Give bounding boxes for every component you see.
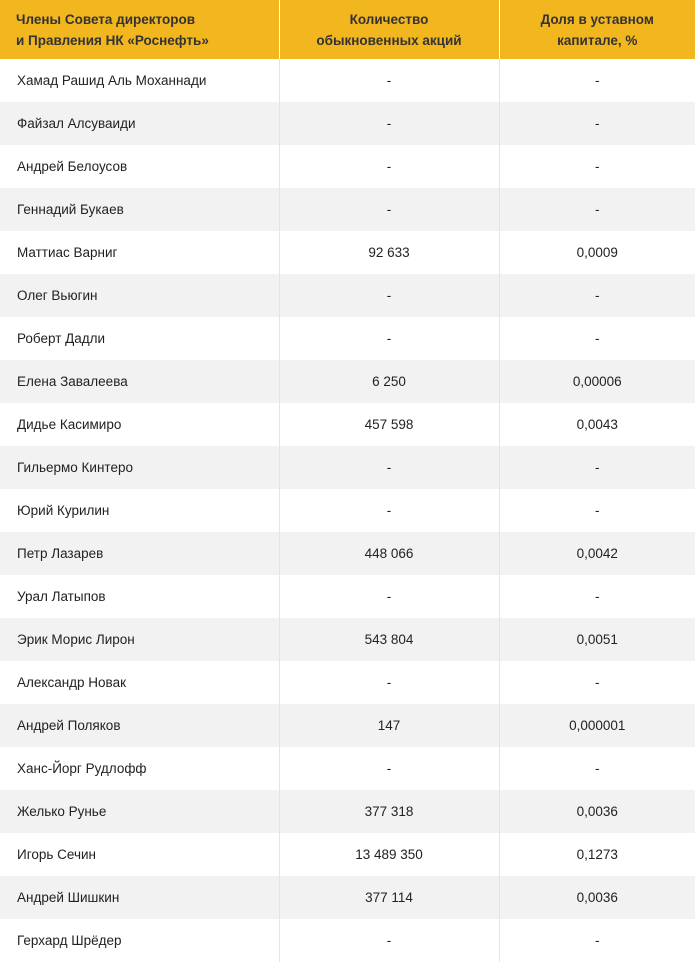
table-row	[0, 403, 695, 446]
capital-share-cell: -	[499, 59, 695, 102]
table-row	[0, 618, 695, 661]
table-row	[0, 102, 695, 145]
shares-count-cell: -	[279, 489, 499, 532]
shares-count-cell: -	[279, 317, 499, 360]
table-row	[0, 833, 695, 876]
member-name-cell: Урал Латыпов	[0, 575, 279, 618]
shares-count-cell: -	[279, 145, 499, 188]
shares-count-cell: -	[279, 919, 499, 962]
shares-count-cell: 543 804	[279, 618, 499, 661]
column-header-members	[0, 0, 279, 59]
table-row	[0, 145, 695, 188]
capital-share-cell: -	[499, 317, 695, 360]
table-row	[0, 274, 695, 317]
table-row	[0, 876, 695, 919]
shares-count-cell: 92 633	[279, 231, 499, 274]
member-name-cell: Герхард Шрёдер	[0, 919, 279, 962]
column-header-capital-share-line1: Доля в уставном	[540, 11, 654, 27]
capital-share-cell: 0,0036	[499, 876, 695, 919]
member-name-cell: Роберт Дадли	[0, 317, 279, 360]
shares-count-cell: 6 250	[279, 360, 499, 403]
column-header-shares-line1: Количество	[349, 11, 429, 27]
table-body	[0, 59, 695, 962]
capital-share-cell: -	[499, 661, 695, 704]
member-name-cell: Андрей Поляков	[0, 704, 279, 747]
capital-share-cell: 0,000001	[499, 704, 695, 747]
member-name-cell: Александр Новак	[0, 661, 279, 704]
shares-count-cell: -	[279, 661, 499, 704]
table-row	[0, 360, 695, 403]
capital-share-cell: 0,0051	[499, 618, 695, 661]
shares-count-cell: 147	[279, 704, 499, 747]
table-row	[0, 532, 695, 575]
shares-count-cell: -	[279, 102, 499, 145]
table-row	[0, 59, 695, 102]
table-row	[0, 661, 695, 704]
shares-count-cell: 377 318	[279, 790, 499, 833]
capital-share-cell: -	[499, 575, 695, 618]
member-name-cell: Олег Вьюгин	[0, 274, 279, 317]
table-row	[0, 489, 695, 532]
table-row	[0, 231, 695, 274]
capital-share-cell: -	[499, 919, 695, 962]
member-name-cell: Эрик Морис Лирон	[0, 618, 279, 661]
shares-count-cell: -	[279, 59, 499, 102]
capital-share-cell: -	[499, 145, 695, 188]
capital-share-cell: -	[499, 188, 695, 231]
shares-count-cell: -	[279, 575, 499, 618]
table-row	[0, 919, 695, 962]
member-name-cell: Ханс-Йорг Рудлофф	[0, 747, 279, 790]
column-header-capital-share	[499, 0, 695, 59]
shares-count-cell: 13 489 350	[279, 833, 499, 876]
column-header-shares-line2: обыкновенных акций	[316, 32, 462, 48]
table-row	[0, 317, 695, 360]
member-name-cell: Хамад Рашид Аль Моханнади	[0, 59, 279, 102]
shares-count-cell: -	[279, 446, 499, 489]
member-name-cell: Желько Рунье	[0, 790, 279, 833]
table-row	[0, 188, 695, 231]
member-name-cell: Юрий Курилин	[0, 489, 279, 532]
shares-count-cell: 457 598	[279, 403, 499, 446]
column-header-members-line2: и Правления НК «Роснефть»	[16, 32, 209, 48]
capital-share-cell: -	[499, 274, 695, 317]
member-name-cell: Игорь Сечин	[0, 833, 279, 876]
member-name-cell: Гильермо Кинтеро	[0, 446, 279, 489]
capital-share-cell: -	[499, 102, 695, 145]
member-name-cell: Маттиас Варниг	[0, 231, 279, 274]
capital-share-cell: 0,0043	[499, 403, 695, 446]
capital-share-cell: 0,0036	[499, 790, 695, 833]
capital-share-cell: -	[499, 489, 695, 532]
shares-count-cell: -	[279, 188, 499, 231]
column-header-capital-share-line2: капитале, %	[557, 32, 638, 48]
capital-share-cell: 0,1273	[499, 833, 695, 876]
member-name-cell: Файзал Алсуваиди	[0, 102, 279, 145]
table-row	[0, 790, 695, 833]
column-header-shares	[279, 0, 499, 59]
member-name-cell: Елена Завалеева	[0, 360, 279, 403]
table-row	[0, 575, 695, 618]
member-name-cell: Петр Лазарев	[0, 532, 279, 575]
shares-count-cell: 448 066	[279, 532, 499, 575]
shares-count-cell: -	[279, 747, 499, 790]
table-row	[0, 446, 695, 489]
shares-count-cell: 377 114	[279, 876, 499, 919]
capital-share-cell: -	[499, 747, 695, 790]
shares-count-cell: -	[279, 274, 499, 317]
table-header	[0, 0, 695, 59]
member-name-cell: Андрей Шишкин	[0, 876, 279, 919]
table-row	[0, 704, 695, 747]
column-header-members-line1: Члены Совета директоров	[16, 11, 195, 27]
member-name-cell: Андрей Белоусов	[0, 145, 279, 188]
member-name-cell: Дидье Касимиро	[0, 403, 279, 446]
capital-share-cell: -	[499, 446, 695, 489]
header-row	[0, 0, 695, 59]
capital-share-cell: 0,0009	[499, 231, 695, 274]
capital-share-cell: 0,00006	[499, 360, 695, 403]
member-name-cell: Геннадий Букаев	[0, 188, 279, 231]
table-row	[0, 747, 695, 790]
capital-share-cell: 0,0042	[499, 532, 695, 575]
